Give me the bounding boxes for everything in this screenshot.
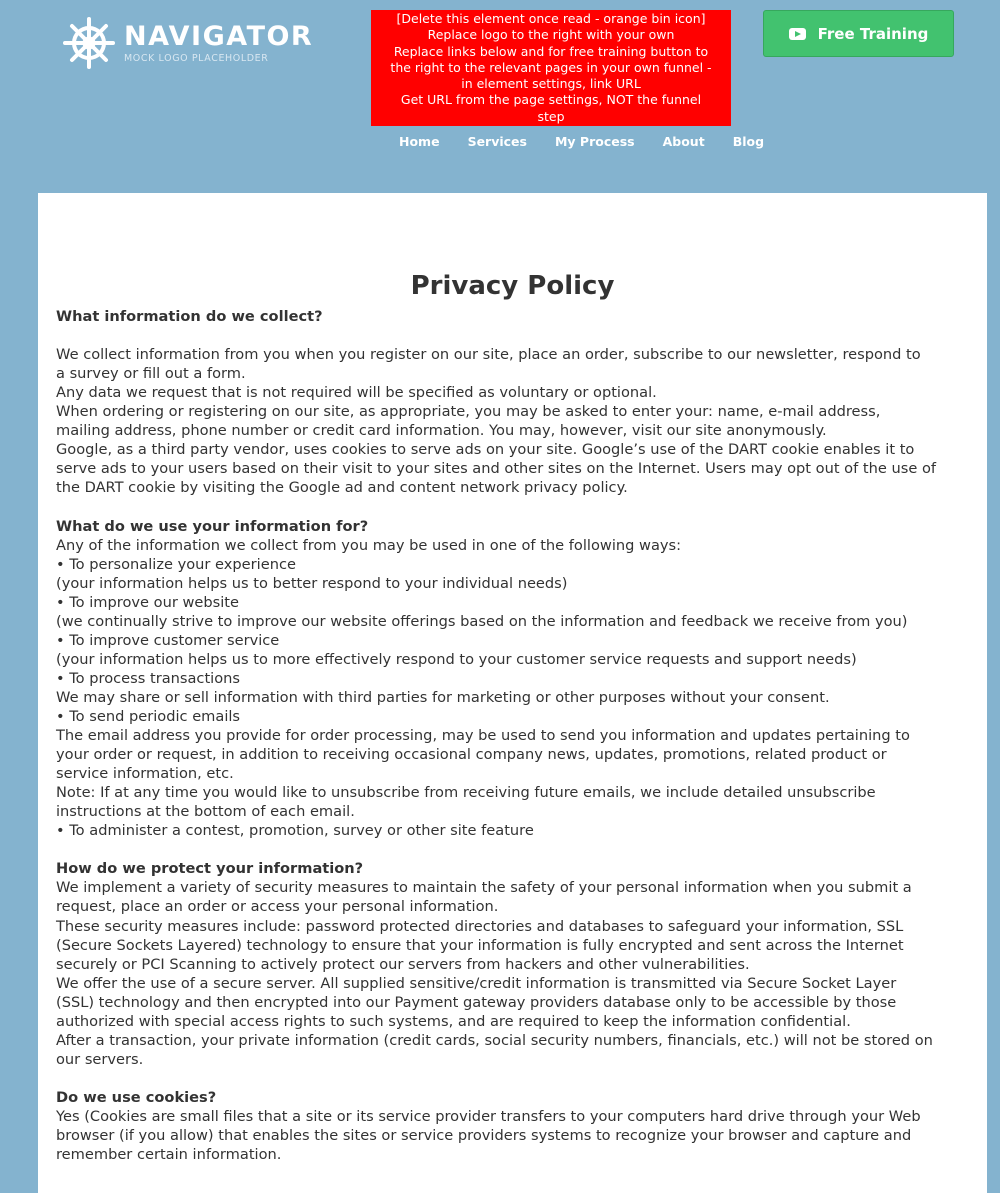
nav-about[interactable]: About <box>662 134 705 149</box>
policy-text-line: Yes (Cookies are small files that a site or its service provider transfers to your computers hard drive through your Web <box>56 1107 921 1125</box>
policy-text-line: our servers. <box>56 1050 144 1068</box>
logo[interactable] <box>63 17 314 69</box>
section-heading: What do we use your information for? <box>56 517 369 535</box>
free-training-button[interactable] <box>763 10 954 57</box>
logo-subtitle: MOCK LOGO PLACEHOLDER <box>124 52 269 64</box>
paragraph-spacer <box>56 840 969 859</box>
policy-text-line: We collect information from you when you register on our site, place an order, subscribe to our newsletter, respond to <box>56 346 921 364</box>
policy-text-line: (SSL) technology and then encrypted into our Payment gateway providers database only to be accessible by those <box>56 993 897 1011</box>
policy-text-line: your order or request, in addition to receiving occasional company news, updates, promotions, related product or <box>56 746 887 764</box>
policy-text-line: After a transaction, your private information (credit cards, social security numbers, financials, etc.) will not be stored on <box>56 1031 933 1049</box>
ship-wheel-icon <box>63 17 115 69</box>
nav-blog[interactable]: Blog <box>732 134 765 149</box>
notice-line: in element settings, link URL <box>461 76 641 92</box>
section-heading: How do we protect your information? <box>56 860 364 878</box>
policy-text-line: • To improve customer service <box>56 631 280 649</box>
notice-line: the right to the relevant pages in your own funnel - <box>390 59 712 75</box>
policy-text-line: Note: If at any time you would like to unsubscribe from receiving future emails, we include detailed unsubscribe <box>56 784 876 802</box>
policy-text-line: (Secure Sockets Layered) technology to ensure that your information is fully encrypted and sent across the Internet <box>56 936 904 954</box>
notice-line: [Delete this element once read - orange bin icon] <box>396 11 706 26</box>
page-title: Privacy Policy <box>410 271 615 301</box>
policy-text-line: We may share or sell information with third parties for marketing or other purposes without your consent. <box>56 688 830 706</box>
policy-text-line: These security measures include: password protected directories and databases to safeguard your information, SSL <box>56 917 904 935</box>
policy-body <box>56 307 969 1164</box>
paragraph-spacer <box>56 326 969 345</box>
content-panel <box>38 193 987 1193</box>
policy-text-line: a survey or fill out a form. <box>56 365 246 383</box>
policy-text-line: Any of the information we collect from you may be used in one of the following ways: <box>56 536 682 554</box>
policy-text-line: • To improve our website <box>56 593 239 611</box>
nav-home[interactable]: Home <box>399 134 440 149</box>
notice-line: Replace logo to the right with your own <box>427 27 675 43</box>
placeholder-notice <box>371 10 731 126</box>
policy-text-line: • To send periodic emails <box>56 707 241 725</box>
nav-my-process[interactable]: My Process <box>554 134 635 149</box>
policy-text-line: instructions at the bottom of each email. <box>56 803 355 821</box>
policy-text-line: We implement a variety of security measures to maintain the safety of your personal information when you submit a <box>56 879 912 897</box>
notice-line: Get URL from the page settings, NOT the funnel <box>400 92 702 108</box>
policy-text-line: serve ads to your users based on their visit to your sites and other sites on the Internet. Users may opt out of the use of <box>56 460 937 478</box>
policy-text-line: (we continually strive to improve our website offerings based on the information and feedback we receive from you) <box>56 612 908 630</box>
notice-line: Replace links below and for free training button to <box>393 43 709 59</box>
policy-text-line: • To personalize your experience <box>56 555 296 573</box>
policy-text-line: The email address you provide for order processing, may be used to send you information and updates pertaining to <box>56 727 910 745</box>
policy-text-line: Google, as a third party vendor, uses cookies to serve ads on your site. Google’s use of the DART cookie enables it to <box>56 441 915 459</box>
policy-text-line: (your information helps us to more effectively respond to your customer service requests and support needs) <box>56 650 857 668</box>
policy-text-line: mailing address, phone number or credit card information. You may, however, visit our site anonymously. <box>56 422 827 440</box>
policy-text-line: Any data we request that is not required will be specified as voluntary or optional. <box>56 384 657 402</box>
paragraph-spacer <box>56 1069 969 1088</box>
policy-text-line: When ordering or registering on our site, as appropriate, you may be asked to enter your: name, e-mail address, <box>56 403 881 421</box>
policy-text-line: browser (if you allow) that enables the sites or service providers systems to recognize your browser and capture and <box>56 1127 912 1145</box>
youtube-play-icon <box>789 28 806 40</box>
notice-line: step <box>537 108 565 124</box>
policy-text-line: We offer the use of a secure server. All supplied sensitive/credit information is transmitted via Secure Socket Layer <box>56 974 897 992</box>
section-heading: What information do we collect? <box>56 308 323 325</box>
policy-text-line: • To administer a contest, promotion, survey or other site feature <box>56 822 534 840</box>
policy-text-line: securely or PCI Scanning to actively protect our servers from hackers and other vulnerabilities. <box>56 955 750 973</box>
free-training-label: Free Training <box>817 24 929 43</box>
policy-text-line: remember certain information. <box>56 1146 282 1164</box>
policy-text-line: authorized with special access rights to such systems, and are required to keep the information confidential. <box>56 1012 851 1030</box>
policy-text-line: service information, etc. <box>56 765 234 783</box>
section-heading: Do we use cookies? <box>56 1088 217 1106</box>
main-nav <box>385 134 778 154</box>
policy-text-line: • To process transactions <box>56 669 241 687</box>
policy-text-line: (your information helps us to better respond to your individual needs) <box>56 574 568 592</box>
site-header <box>0 0 1000 193</box>
policy-text-line: the DART cookie by visiting the Google ad and content network privacy policy. <box>56 479 628 497</box>
policy-text-line: request, place an order or access your personal information. <box>56 898 499 916</box>
paragraph-spacer <box>56 497 969 516</box>
nav-services[interactable]: Services <box>467 134 527 149</box>
logo-title: NAVIGATOR <box>124 20 314 52</box>
